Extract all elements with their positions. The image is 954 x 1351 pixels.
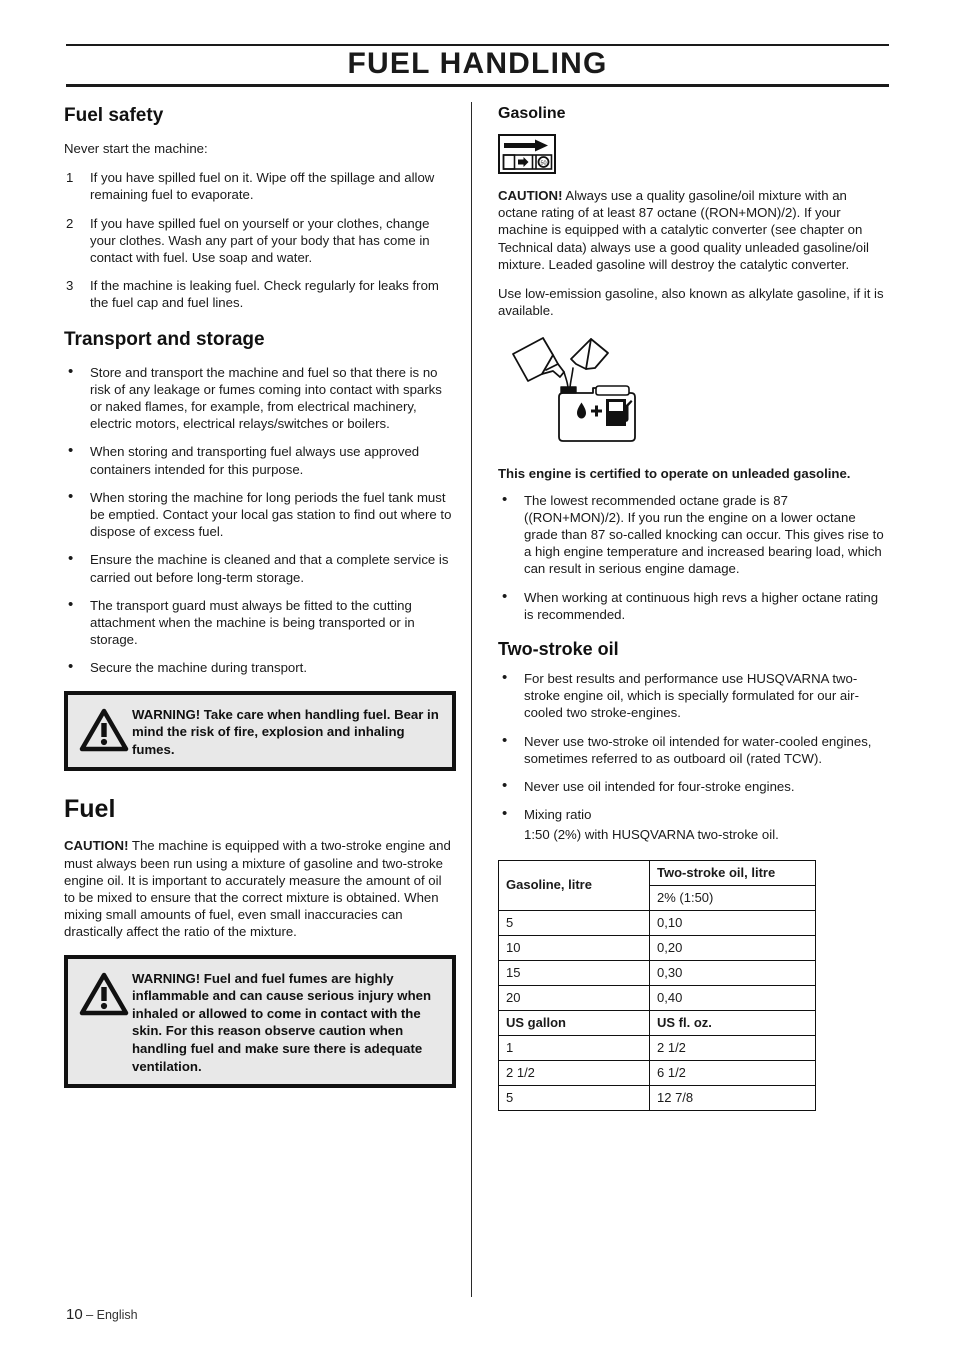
footer-language: English — [96, 1308, 138, 1322]
table-cell: 15 — [499, 960, 650, 985]
table-cell: 0,10 — [650, 910, 816, 935]
fuel-safety-list — [64, 169, 456, 311]
list-item — [498, 733, 890, 767]
table-cell-us-gallon: US gallon — [499, 1010, 650, 1035]
list-item-text: Never use two-stroke oil intended for water-cooled engines, sometimes referred to as outboard oil (rated TCW). — [524, 733, 872, 766]
list-item-text: If the machine is leaking fuel. Check regularly for leaks from the fuel cap and fuel lines. — [90, 278, 439, 311]
list-item-text: Store and transport the machine and fuel so that there is no risk of any leakage or fumes coming into contact with sparks or naked flames, for example, from electrical machinery, electric motors, electrical relays/switches or boilers. — [90, 364, 442, 432]
list-item-text: When storing and transporting fuel always use approved containers intended for this purpose. — [90, 444, 420, 477]
arrow-in-box-pictogram — [498, 134, 556, 174]
table-cell-gasoline-litre: Gasoline, litre — [499, 860, 650, 910]
list-item — [64, 215, 456, 267]
table-cell: 1 — [499, 1035, 650, 1060]
table-cell: 5 — [499, 1085, 650, 1110]
heading-transport-and-storage: Transport and storage — [64, 328, 265, 350]
list-item — [498, 806, 890, 823]
footer-dash: – — [86, 1307, 94, 1322]
list-item — [64, 443, 456, 477]
list-marker: 3 — [66, 278, 74, 294]
list-item-text: If you have spilled fuel on yourself or your clothes, change your clothes. Wash any part of your body that has come in contact with fuel. Use soap and water. — [90, 215, 430, 266]
list-item — [64, 169, 456, 203]
table-cell-two-stroke-oil-litre: Two-stroke oil, litre — [650, 860, 816, 885]
list-marker: 2 — [66, 215, 74, 231]
list-item-text: When storing the machine for long periods the fuel tank must be emptied. Contact your local gas station to find out where to dispose of excess fuel. — [90, 489, 452, 540]
bullet-marker: • — [68, 362, 74, 380]
warning-triangle-icon — [76, 968, 132, 1016]
fuel-safety-intro: Never start the machine: — [64, 141, 208, 156]
table-row — [499, 1085, 816, 1110]
list-item — [498, 778, 890, 795]
bullet-marker: • — [502, 587, 508, 605]
table-cell-ratio: 2% (1:50) — [650, 885, 816, 910]
mix-ratio-table — [498, 860, 816, 1111]
caution-text: The machine is equipped with a two-stroke engine and must always been run using a mixture of gasoline and two-stroke engine oil. It is important to accurately measure the amount of oil to be mixed to ensure that the correct mixture is obtained. When mixing small amounts of fuel, even small inaccuracies can drastically affect the ratio of the mixture. — [64, 838, 451, 940]
left-column — [64, 104, 456, 1088]
heading-gasoline: Gasoline — [498, 105, 566, 122]
certified-unleaded-text: This engine is certified to operate on unleaded gasoline. — [498, 466, 851, 482]
right-column — [498, 104, 890, 1111]
list-item — [64, 551, 456, 585]
fuel-caution-paragraph — [64, 837, 456, 940]
table-row — [499, 1035, 816, 1060]
heading-fuel: Fuel — [64, 795, 116, 824]
table-cell: 12 7/8 — [650, 1085, 816, 1110]
table-row — [499, 860, 816, 885]
bullet-marker: • — [68, 595, 74, 613]
table-row — [499, 960, 816, 985]
bullet-marker: • — [502, 669, 508, 687]
list-item — [64, 489, 456, 541]
page-title: FUEL HANDLING — [347, 47, 608, 80]
list-item-text: Secure the machine during transport. — [90, 660, 307, 676]
table-row — [499, 985, 816, 1010]
list-item-text: Mixing ratio — [524, 807, 592, 823]
table-cell: 5 — [499, 910, 650, 935]
bullet-marker: • — [502, 490, 508, 508]
bullet-marker: • — [68, 550, 74, 568]
list-item — [64, 277, 456, 311]
warning-text: WARNING! Fuel and fuel fumes are highly inflammable and can cause serious injury when inhaled or allowed to come in contact with the skin. For this reason observe caution when handling fuel and make sure there is adequate ventilation. — [132, 970, 432, 1074]
gasoline-bullet-list — [498, 492, 890, 623]
gasoline-caution-paragraph — [498, 187, 890, 273]
list-item-text: The transport guard must always be fitted to the cutting attachment when the machine is being transported or in storage. — [90, 597, 415, 648]
column-divider — [471, 102, 472, 1297]
list-item — [498, 589, 890, 623]
list-item-text: Never use oil intended for four-stroke engines. — [524, 779, 795, 795]
heading-two-stroke-oil: Two-stroke oil — [498, 639, 619, 660]
table-cell: 0,30 — [650, 960, 816, 985]
bullet-marker: • — [502, 777, 508, 795]
bullet-marker: • — [68, 487, 74, 505]
table-row — [499, 910, 816, 935]
list-item — [498, 670, 890, 722]
warning-box-fuel-fumes — [64, 955, 456, 1089]
bullet-marker: • — [502, 805, 508, 823]
warning-text: WARNING! Take care when handling fuel. Bear in mind the risk of fire, explosion and inhaling fumes. — [132, 706, 439, 757]
fuel-mixing-illustration — [498, 331, 890, 451]
bullet-marker: • — [68, 442, 74, 460]
table-row — [499, 1060, 816, 1085]
list-item-text: The lowest recommended octane grade is 87 ((RON+MON)/2). If you run the engine on a lower octane grade than 87 so-called knocking can occur. This gives rise to a high engine temperature and increased bearing load, which can result in serious engine damage. — [524, 492, 884, 577]
svg-text:50: 50 — [540, 160, 547, 167]
bullet-marker: • — [502, 731, 508, 749]
table-row — [499, 935, 816, 960]
page-footer — [66, 1306, 138, 1323]
two-stroke-oil-list — [498, 670, 890, 823]
list-item-text: For best results and performance use HUSQVARNA two-stroke engine oil, which is specially formulated for our air-cooled two stroke-engines. — [524, 671, 859, 721]
table-row — [499, 1010, 816, 1035]
caution-label: CAUTION! — [498, 188, 563, 203]
list-item-text: Ensure the machine is cleaned and that a complete service is carried out before long-term storage. — [90, 552, 449, 585]
list-item-text: If you have spilled fuel on it. Wipe off the spillage and allow remaining fuel to evaporate. — [90, 170, 435, 203]
list-marker: 1 — [66, 170, 74, 186]
list-item — [64, 364, 456, 433]
table-cell: 20 — [499, 985, 650, 1010]
low-emission-gasoline-text: Use low-emission gasoline, also known as alkylate gasoline, if it is available. — [498, 286, 884, 319]
table-cell: 0,40 — [650, 985, 816, 1010]
table-cell-us-fl-oz: US fl. oz. — [650, 1010, 816, 1035]
heading-fuel-safety: Fuel safety — [64, 105, 164, 126]
list-item — [64, 597, 456, 649]
caution-label: CAUTION! — [64, 838, 129, 854]
list-item-text: When working at continuous high revs a higher octane rating is recommended. — [524, 589, 879, 622]
mixing-ratio-note: 1:50 (2%) with HUSQVARNA two-stroke oil. — [524, 827, 779, 843]
header-rule-bottom — [66, 84, 889, 87]
bullet-marker: • — [68, 658, 74, 676]
transport-storage-list — [64, 364, 456, 677]
table-cell: 6 1/2 — [650, 1060, 816, 1085]
warning-box-handling-fuel — [64, 691, 456, 772]
table-cell: 2 1/2 — [650, 1035, 816, 1060]
table-cell: 2 1/2 — [499, 1060, 650, 1085]
table-cell: 10 — [499, 935, 650, 960]
list-item — [64, 659, 456, 676]
warning-triangle-icon — [76, 704, 132, 752]
footer-page-number: 10 — [66, 1306, 83, 1323]
caution-text: Always use a quality gasoline/oil mixture with an octane rating of at least 87 octane ((RON+MON)/2). If your machine is equipped with a catalytic converter (see chapter on Technical data) always use a good quality unleaded gasoline/oil mixture. Leaded gasoline will destroy the catalytic converter. — [498, 188, 869, 272]
table-cell: 0,20 — [650, 935, 816, 960]
list-item — [498, 492, 890, 578]
